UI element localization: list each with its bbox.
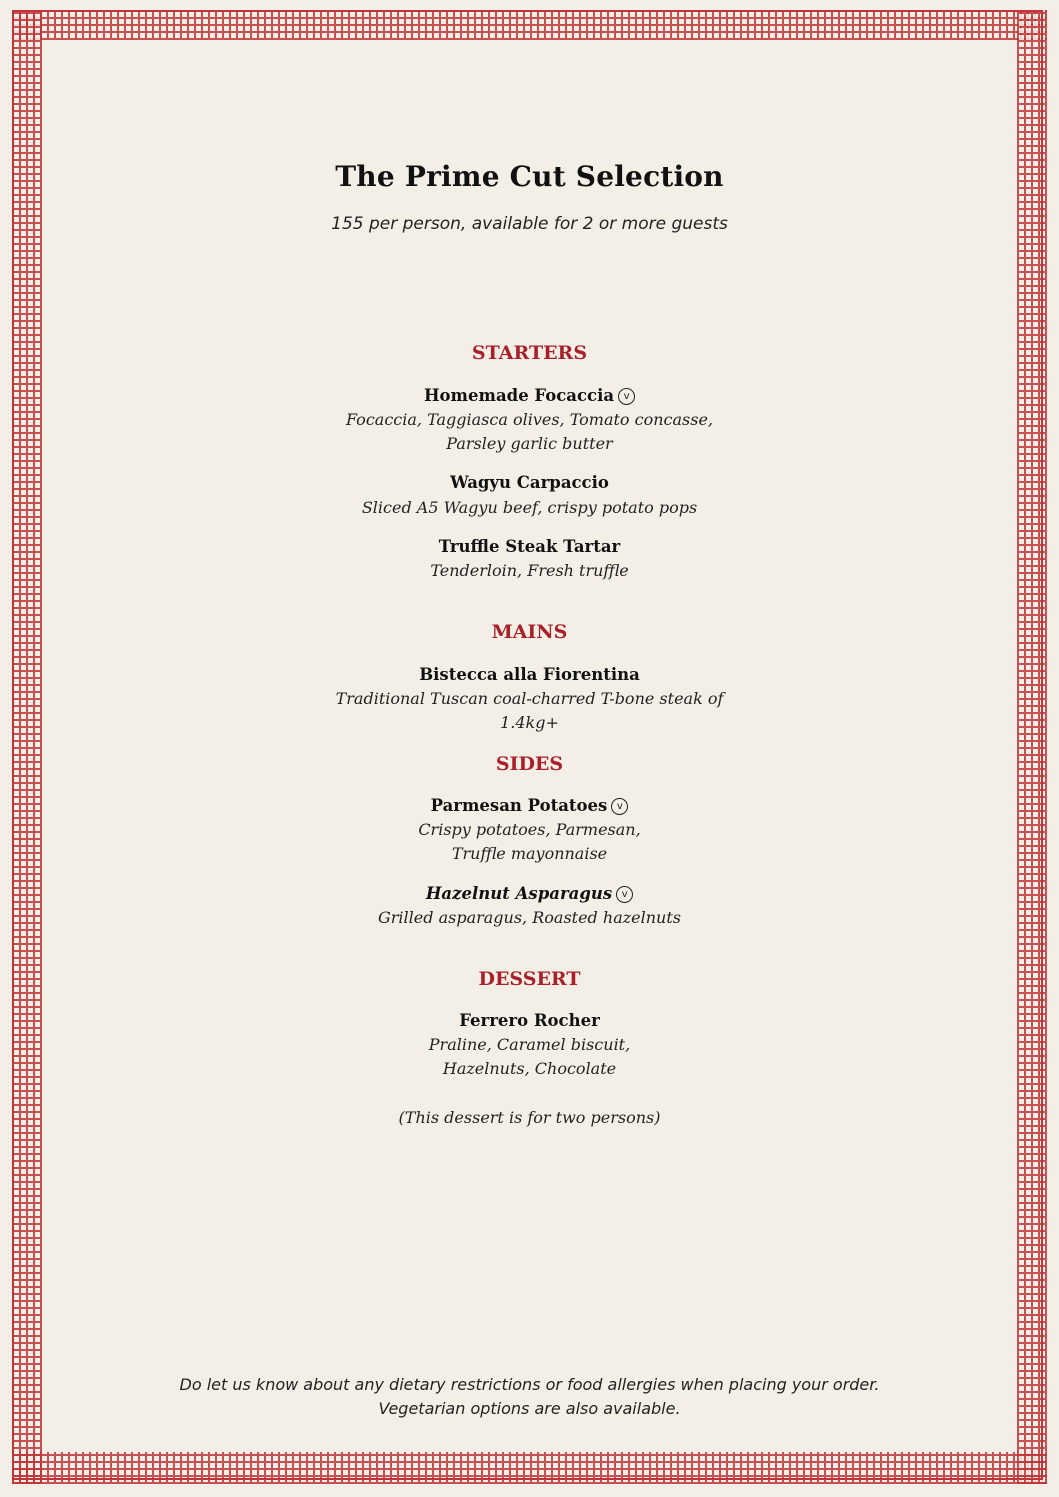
- dish-desc-ferrero-rocher-line2: Hazelnuts, Chocolate: [442, 1059, 617, 1078]
- section-heading-mains: MAINS: [491, 621, 568, 643]
- footer-note: [0, 1373, 1059, 1421]
- menu-title: The Prime Cut Selection: [335, 160, 724, 193]
- decorative-border-bottom: [12, 1452, 1047, 1484]
- dessert-note: (This dessert is for two persons): [398, 1108, 661, 1127]
- section-heading-sides: SIDES: [495, 753, 564, 775]
- footer-line-vegetarian: Vegetarian options are also available.: [378, 1399, 681, 1418]
- dish-desc-bistecca-line2: 1.4kg+: [500, 713, 559, 732]
- dish-name-parmesan-potatoes: [0, 794, 1059, 818]
- dish-name-truffle-steak-tartar: Truffle Steak Tartar: [438, 537, 621, 556]
- dish-name-hazelnut-asparagus: [0, 882, 1059, 906]
- dish-desc-parmesan-potatoes-line2: Truffle mayonnaise: [451, 844, 608, 863]
- dish-desc-wagyu-carpaccio: Sliced A5 Wagyu beef, crispy potato pops: [361, 498, 698, 517]
- vegetarian-icon: v: [618, 388, 635, 405]
- dish-desc-truffle-steak-tartar: Tenderloin, Fresh truffle: [430, 561, 629, 580]
- dish-name-focaccia: [0, 384, 1059, 408]
- dish-desc-focaccia-line1: Focaccia, Taggiasca olives, Tomato concasse,: [345, 410, 714, 429]
- content-field: [44, 42, 1015, 1450]
- dish-name-text: Homemade Focaccia: [423, 386, 615, 405]
- dish-desc-bistecca-line1: Traditional Tuscan coal-charred T-bone steak of: [335, 689, 724, 708]
- dish-name-wagyu-carpaccio: Wagyu Carpaccio: [450, 473, 609, 492]
- dish-desc-focaccia-line2: Parsley garlic butter: [446, 434, 613, 453]
- dish-name-text: Parmesan Potatoes: [430, 796, 608, 815]
- decorative-border-top: [12, 10, 1047, 40]
- menu-subtitle: 155 per person, available for 2 or more guests: [331, 214, 728, 234]
- dish-desc-parmesan-potatoes-line1: Crispy potatoes, Parmesan,: [418, 820, 641, 839]
- vegetarian-icon: v: [611, 798, 628, 815]
- dish-name-ferrero-rocher: Ferrero Rocher: [459, 1011, 600, 1030]
- footer-line-allergies: Do let us know about any dietary restrictions or food allergies when placing your order.: [179, 1375, 880, 1394]
- dish-name-bistecca: Bistecca alla Fiorentina: [419, 665, 640, 684]
- vegetarian-icon: v: [616, 886, 633, 903]
- section-heading-starters: STARTERS: [471, 342, 588, 364]
- dish-desc-hazelnut-asparagus: Grilled asparagus, Roasted hazelnuts: [378, 908, 681, 927]
- dish-desc-ferrero-rocher-line1: Praline, Caramel biscuit,: [428, 1035, 631, 1054]
- dish-name-text: Hazelnut Asparagus: [425, 884, 613, 903]
- section-heading-dessert: DESSERT: [478, 968, 581, 990]
